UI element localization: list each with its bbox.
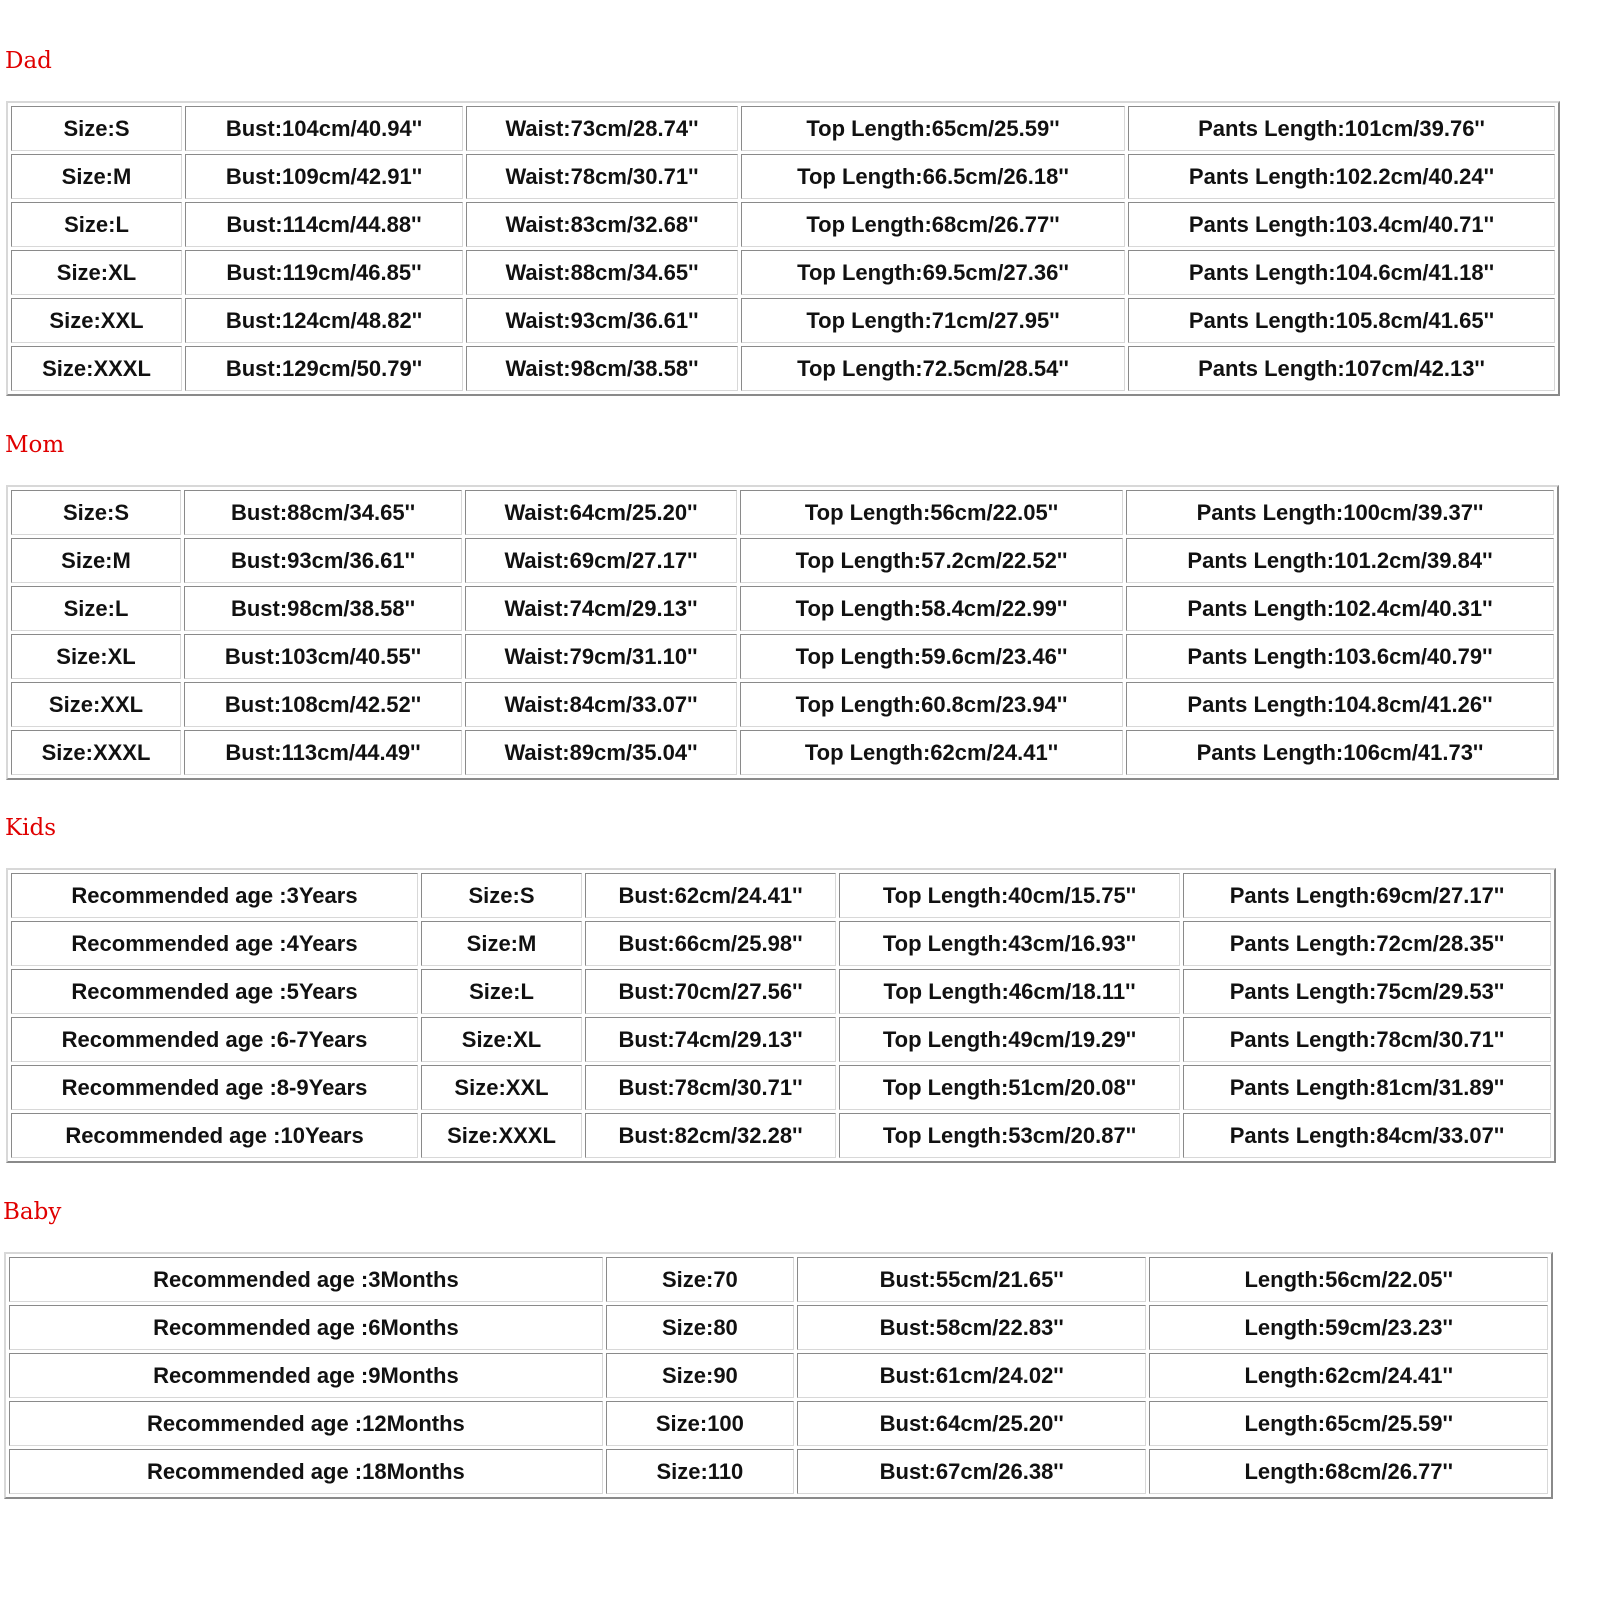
- table-cell: Size:100: [606, 1401, 794, 1446]
- table-cell: Top Length:58.4cm/22.99'': [740, 586, 1123, 631]
- table-cell: Pants Length:84cm/33.07'': [1183, 1113, 1551, 1158]
- table-cell: Recommended age :3Years: [11, 873, 418, 918]
- table-cell: Waist:93cm/36.61'': [466, 298, 738, 343]
- table-cell: Bust:129cm/50.79'': [185, 346, 463, 391]
- table-cell: Waist:98cm/38.58'': [466, 346, 738, 391]
- table-row: [11, 969, 1551, 1014]
- dad-size-table-body: [11, 106, 1555, 391]
- table-cell: Recommended age :10Years: [11, 1113, 418, 1158]
- table-row: [11, 921, 1551, 966]
- table-cell: Waist:88cm/34.65'': [466, 250, 738, 295]
- table-cell: Recommended age :5Years: [11, 969, 418, 1014]
- table-row: [11, 682, 1554, 727]
- table-cell: Bust:82cm/32.28'': [585, 1113, 836, 1158]
- table-cell: Recommended age :12Months: [9, 1401, 603, 1446]
- table-cell: Length:59cm/23.23'': [1149, 1305, 1548, 1350]
- table-cell: Top Length:66.5cm/26.18'': [741, 154, 1125, 199]
- dad-size-table: [6, 101, 1560, 396]
- table-cell: Pants Length:78cm/30.71'': [1183, 1017, 1551, 1062]
- table-cell: Bust:66cm/25.98'': [585, 921, 836, 966]
- table-cell: Pants Length:103.6cm/40.79'': [1126, 634, 1554, 679]
- table-cell: Bust:109cm/42.91'': [185, 154, 463, 199]
- table-cell: Recommended age :3Months: [9, 1257, 603, 1302]
- table-cell: Top Length:59.6cm/23.46'': [740, 634, 1123, 679]
- table-cell: Bust:70cm/27.56'': [585, 969, 836, 1014]
- section-title-baby: Baby: [3, 1199, 62, 1225]
- table-cell: Pants Length:81cm/31.89'': [1183, 1065, 1551, 1110]
- table-cell: Bust:98cm/38.58'': [184, 586, 462, 631]
- table-row: [11, 1065, 1551, 1110]
- table-cell: Size:L: [421, 969, 582, 1014]
- table-row: [9, 1257, 1548, 1302]
- table-cell: Waist:79cm/31.10'': [465, 634, 737, 679]
- table-cell: Pants Length:101cm/39.76'': [1128, 106, 1555, 151]
- mom-size-table-body: [11, 490, 1554, 775]
- baby-size-table-body: [9, 1257, 1548, 1494]
- baby-size-table: [4, 1252, 1553, 1499]
- table-cell: Pants Length:101.2cm/39.84'': [1126, 538, 1554, 583]
- table-cell: Top Length:53cm/20.87'': [839, 1113, 1180, 1158]
- table-cell: Pants Length:103.4cm/40.71'': [1128, 202, 1555, 247]
- table-row: [11, 202, 1555, 247]
- table-cell: Size:80: [606, 1305, 794, 1350]
- table-cell: Waist:64cm/25.20'': [465, 490, 737, 535]
- table-cell: Size:S: [11, 106, 182, 151]
- table-cell: Top Length:69.5cm/27.36'': [741, 250, 1125, 295]
- table-cell: Top Length:68cm/26.77'': [741, 202, 1125, 247]
- table-row: [11, 346, 1555, 391]
- table-cell: Recommended age :18Months: [9, 1449, 603, 1494]
- table-cell: Waist:73cm/28.74'': [466, 106, 738, 151]
- table-cell: Waist:84cm/33.07'': [465, 682, 737, 727]
- table-cell: Bust:108cm/42.52'': [184, 682, 462, 727]
- table-row: [11, 1017, 1551, 1062]
- table-cell: Bust:74cm/29.13'': [585, 1017, 836, 1062]
- table-cell: Bust:61cm/24.02'': [797, 1353, 1146, 1398]
- section-title-dad: Dad: [5, 48, 52, 74]
- table-cell: Bust:78cm/30.71'': [585, 1065, 836, 1110]
- table-cell: Bust:88cm/34.65'': [184, 490, 462, 535]
- table-cell: Waist:89cm/35.04'': [465, 730, 737, 775]
- table-row: [9, 1305, 1548, 1350]
- table-row: [11, 1113, 1551, 1158]
- table-cell: Size:XXXL: [11, 346, 182, 391]
- table-cell: Waist:69cm/27.17'': [465, 538, 737, 583]
- section-title-kids: Kids: [5, 815, 57, 841]
- table-cell: Recommended age :8-9Years: [11, 1065, 418, 1110]
- table-cell: Size:XXL: [11, 682, 181, 727]
- table-cell: Pants Length:75cm/29.53'': [1183, 969, 1551, 1014]
- table-cell: Bust:62cm/24.41'': [585, 873, 836, 918]
- table-cell: Top Length:72.5cm/28.54'': [741, 346, 1125, 391]
- table-cell: Recommended age :9Months: [9, 1353, 603, 1398]
- table-cell: Waist:78cm/30.71'': [466, 154, 738, 199]
- table-row: [9, 1401, 1548, 1446]
- table-cell: Top Length:49cm/19.29'': [839, 1017, 1180, 1062]
- table-cell: Size:M: [11, 154, 182, 199]
- table-cell: Top Length:51cm/20.08'': [839, 1065, 1180, 1110]
- table-row: [11, 154, 1555, 199]
- table-cell: Recommended age :6Months: [9, 1305, 603, 1350]
- table-cell: Pants Length:102.4cm/40.31'': [1126, 586, 1554, 631]
- table-row: [9, 1449, 1548, 1494]
- table-cell: Pants Length:105.8cm/41.65'': [1128, 298, 1555, 343]
- table-cell: Size:110: [606, 1449, 794, 1494]
- table-cell: Size:S: [421, 873, 582, 918]
- table-cell: Length:56cm/22.05'': [1149, 1257, 1548, 1302]
- section-title-mom: Mom: [5, 432, 65, 458]
- table-cell: Pants Length:104.8cm/41.26'': [1126, 682, 1554, 727]
- kids-size-table-body: [11, 873, 1551, 1158]
- table-row: [11, 538, 1554, 583]
- table-cell: Size:M: [11, 538, 181, 583]
- table-cell: Size:L: [11, 586, 181, 631]
- table-cell: Length:68cm/26.77'': [1149, 1449, 1548, 1494]
- table-cell: Size:70: [606, 1257, 794, 1302]
- table-row: [11, 250, 1555, 295]
- table-cell: Bust:113cm/44.49'': [184, 730, 462, 775]
- table-cell: Size:XXXL: [421, 1113, 582, 1158]
- table-cell: Pants Length:72cm/28.35'': [1183, 921, 1551, 966]
- table-row: [11, 730, 1554, 775]
- table-cell: Size:S: [11, 490, 181, 535]
- table-cell: Pants Length:100cm/39.37'': [1126, 490, 1554, 535]
- table-cell: Recommended age :6-7Years: [11, 1017, 418, 1062]
- table-row: [11, 873, 1551, 918]
- table-cell: Size:XL: [11, 250, 182, 295]
- table-row: [11, 586, 1554, 631]
- table-row: [11, 298, 1555, 343]
- table-row: [11, 106, 1555, 151]
- table-cell: Size:L: [11, 202, 182, 247]
- table-cell: Bust:64cm/25.20'': [797, 1401, 1146, 1446]
- table-cell: Bust:114cm/44.88'': [185, 202, 463, 247]
- table-cell: Pants Length:104.6cm/41.18'': [1128, 250, 1555, 295]
- table-cell: Top Length:62cm/24.41'': [740, 730, 1123, 775]
- table-cell: Top Length:60.8cm/23.94'': [740, 682, 1123, 727]
- table-cell: Bust:58cm/22.83'': [797, 1305, 1146, 1350]
- table-cell: Recommended age :4Years: [11, 921, 418, 966]
- table-cell: Size:M: [421, 921, 582, 966]
- table-cell: Top Length:57.2cm/22.52'': [740, 538, 1123, 583]
- table-cell: Pants Length:106cm/41.73'': [1126, 730, 1554, 775]
- table-cell: Top Length:71cm/27.95'': [741, 298, 1125, 343]
- table-cell: Size:XXL: [421, 1065, 582, 1110]
- table-cell: Pants Length:102.2cm/40.24'': [1128, 154, 1555, 199]
- table-cell: Bust:67cm/26.38'': [797, 1449, 1146, 1494]
- table-cell: Length:62cm/24.41'': [1149, 1353, 1548, 1398]
- table-cell: Size:XXXL: [11, 730, 181, 775]
- table-cell: Length:65cm/25.59'': [1149, 1401, 1548, 1446]
- table-cell: Top Length:40cm/15.75'': [839, 873, 1180, 918]
- table-cell: Size:XXL: [11, 298, 182, 343]
- mom-size-table: [6, 485, 1559, 780]
- table-cell: Size:XL: [11, 634, 181, 679]
- table-cell: Top Length:65cm/25.59'': [741, 106, 1125, 151]
- table-cell: Pants Length:69cm/27.17'': [1183, 873, 1551, 918]
- table-cell: Bust:103cm/40.55'': [184, 634, 462, 679]
- kids-size-table: [6, 868, 1556, 1163]
- table-row: [9, 1353, 1548, 1398]
- table-cell: Bust:104cm/40.94'': [185, 106, 463, 151]
- table-cell: Waist:83cm/32.68'': [466, 202, 738, 247]
- table-cell: Size:XL: [421, 1017, 582, 1062]
- table-cell: Bust:55cm/21.65'': [797, 1257, 1146, 1302]
- table-row: [11, 634, 1554, 679]
- table-cell: Bust:124cm/48.82'': [185, 298, 463, 343]
- table-cell: Top Length:56cm/22.05'': [740, 490, 1123, 535]
- table-cell: Top Length:46cm/18.11'': [839, 969, 1180, 1014]
- table-cell: Top Length:43cm/16.93'': [839, 921, 1180, 966]
- table-cell: Size:90: [606, 1353, 794, 1398]
- table-cell: Waist:74cm/29.13'': [465, 586, 737, 631]
- table-cell: Bust:93cm/36.61'': [184, 538, 462, 583]
- table-row: [11, 490, 1554, 535]
- table-cell: Bust:119cm/46.85'': [185, 250, 463, 295]
- table-cell: Pants Length:107cm/42.13'': [1128, 346, 1555, 391]
